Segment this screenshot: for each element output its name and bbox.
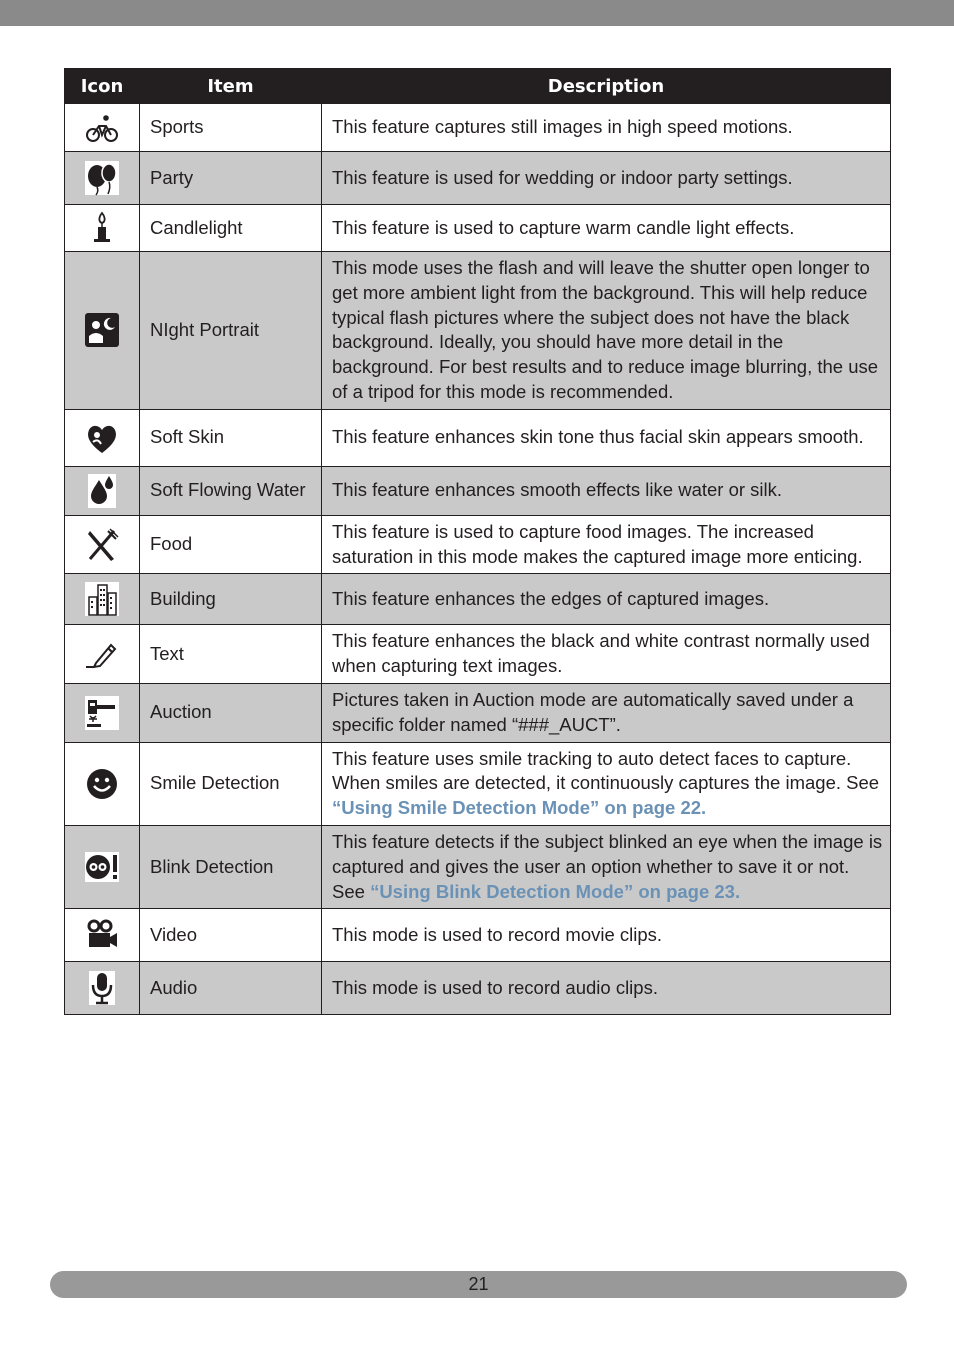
table-row (65, 466, 891, 515)
smile-detection-link[interactable]: “Using Smile Detection Mode” on page 22. (332, 797, 707, 819)
description-text: Pictures taken in Auction mode are automatically saved under a specific folder named “###_AUCT”. (322, 683, 891, 742)
table-header-row (65, 69, 891, 104)
item-label: Video (140, 909, 322, 962)
description-text: This feature is used to capture warm candle light effects. (322, 205, 891, 252)
table-row (65, 104, 891, 152)
item-label: Blink Detection (140, 825, 322, 908)
item-label: Sports (140, 104, 322, 152)
item-label: NIght Portrait (140, 252, 322, 410)
description-text: This mode uses the flash and will leave the shutter open longer to get more ambient light from the background. This will help reduce typical flash pictures where the subject does not have the black background. Ideally, you should have more detail in the background. For best results and to reduce image blurring, the use of a tripod for this mode is recommended. (322, 252, 891, 410)
video-camera-icon (84, 917, 120, 953)
table-row (65, 515, 891, 574)
page-number-bar (50, 1271, 907, 1298)
item-label: Audio (140, 962, 322, 1015)
table-row (65, 205, 891, 252)
night-portrait-icon (84, 312, 120, 348)
page-number: 21 (468, 1274, 489, 1294)
gavel-icon (84, 695, 120, 731)
description-text: This feature enhances the edges of captured images. (322, 574, 891, 625)
candle-icon (84, 210, 120, 246)
scene-mode-table (64, 68, 891, 1015)
table-row (65, 909, 891, 962)
item-label: Candlelight (140, 205, 322, 252)
water-drops-icon (84, 473, 120, 509)
description-text: This feature is used to capture food images. The increased saturation in this mode makes the captured image more enticing. (322, 515, 891, 574)
sports-cyclist-icon (84, 110, 120, 146)
party-balloons-icon (84, 160, 120, 196)
description-text: This mode is used to record movie clips. (322, 909, 891, 962)
item-label: Text (140, 625, 322, 684)
description-text: This feature uses smile tracking to auto detect faces to capture. When smiles are detected, it continuously captures the image. See (332, 747, 880, 794)
blink-detection-link[interactable]: “Using Blink Detection Mode” on page 23. (370, 880, 741, 902)
table-row (65, 625, 891, 684)
item-label: Soft Flowing Water (140, 466, 322, 515)
item-label: Party (140, 152, 322, 205)
item-label: Auction (140, 683, 322, 742)
description-text: This feature is used for wedding or indoor party settings. (322, 152, 891, 205)
microphone-icon (84, 970, 120, 1006)
description-text: This feature captures still images in high speed motions. (322, 104, 891, 152)
table-row (65, 683, 891, 742)
item-label: Soft Skin (140, 409, 322, 466)
table-row (65, 252, 891, 410)
table-row (65, 574, 891, 625)
description-text: This feature enhances skin tone thus facial skin appears smooth. (322, 409, 891, 466)
description-text: This feature detects if the subject blinked an eye when the image is captured and gives the user an option whether to save it or not. See (332, 830, 883, 902)
blink-eyes-icon (84, 849, 120, 885)
header-item: Item (140, 69, 322, 104)
table-row (65, 962, 891, 1015)
header-description: Description (322, 69, 891, 104)
table-row (65, 825, 891, 908)
description-text: This feature enhances smooth effects like water or silk. (322, 466, 891, 515)
pen-icon (84, 636, 120, 672)
header-icon: Icon (65, 69, 140, 104)
top-bar (0, 0, 954, 26)
description-text: This mode is used to record audio clips. (322, 962, 891, 1015)
table-row (65, 742, 891, 825)
item-label: Building (140, 574, 322, 625)
description-cell (322, 742, 891, 825)
smile-face-icon (84, 766, 120, 802)
description-cell (322, 825, 891, 908)
table-row (65, 409, 891, 466)
fork-knife-icon (84, 527, 120, 563)
building-icon (84, 581, 120, 617)
soft-skin-icon (84, 420, 120, 456)
item-label: Smile Detection (140, 742, 322, 825)
table-row (65, 152, 891, 205)
item-label: Food (140, 515, 322, 574)
description-text: This feature enhances the black and white contrast normally used when capturing text images. (322, 625, 891, 684)
